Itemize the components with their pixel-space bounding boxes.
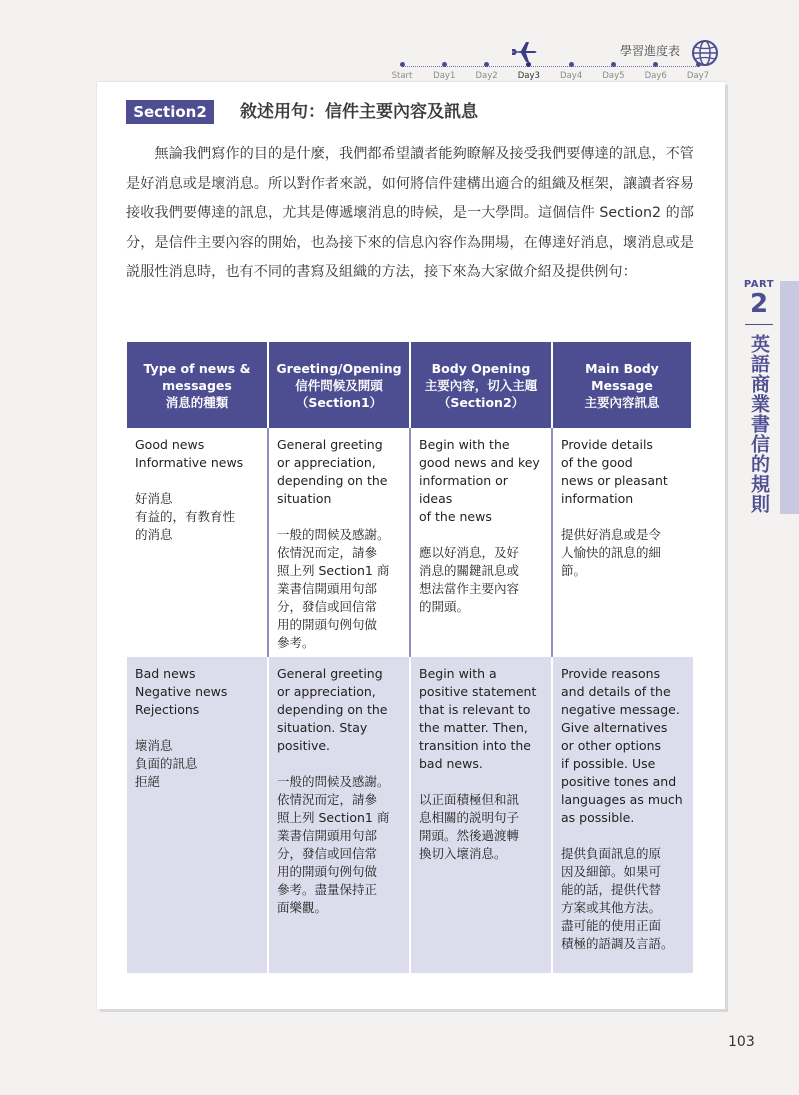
airplane-icon <box>509 40 539 64</box>
progress-dot <box>400 62 405 67</box>
header-line: 信件問候及開頭 <box>295 377 383 393</box>
progress-day-label: Day3 <box>517 71 540 81</box>
header-line: messages <box>162 377 232 393</box>
table-cell-main-body <box>553 657 693 973</box>
cell-text-zh: 提供好消息或是令 人愉快的訊息的細 節。 <box>561 527 662 578</box>
header-line: 主要內容訊息 <box>584 394 660 410</box>
content-card <box>97 82 725 1009</box>
page-number: 103 <box>728 1034 755 1050</box>
part-divider <box>745 324 773 325</box>
progress-dot <box>526 62 531 67</box>
cell-text-en: General greeting or appreciation, depending on the situation <box>277 437 388 506</box>
cell-text-zh: 應以好消息，及好 消息的關鍵訊息或 想法當作主要內容 的開頭。 <box>419 545 520 614</box>
intro-paragraph <box>126 140 694 288</box>
table-header-main-body <box>553 342 693 428</box>
part-number: 2 <box>749 289 769 319</box>
table-header-body-opening <box>411 342 553 428</box>
header-line: Message <box>591 377 653 393</box>
cell-text-zh: 壞消息 負面的訊息 拒絕 <box>135 738 198 789</box>
cell-text-en: Provide details of the good news or pleasant information <box>561 437 668 506</box>
cell-text-zh: 一般的問候及感謝。 依情況而定，請參 照上列 Section1 商 業書信開頭用句部 分，發信或回信常 用的開頭句例句做 參考。 <box>277 527 390 650</box>
table-cell-main-body <box>553 428 693 657</box>
cell-text-zh: 一般的問候及感謝。 依情況而定，請參 照上列 Section1 商 業書信開頭用句部 分，發信或回信常 用的開頭句例句做 參考。盡量保持正 面樂觀。 <box>277 774 390 915</box>
cell-text-zh: 好消息 有益的，有教育性 的消息 <box>135 491 236 542</box>
table-cell-greeting <box>269 428 411 657</box>
table-cell-type <box>127 657 269 973</box>
progress-dot <box>653 62 658 67</box>
cell-text-zh: 提供負面訊息的原 因及細節。如果可 能的話，提供代替 方案或其他方法。 盡可能的使用正面 積極的語調及言語。 <box>561 846 674 951</box>
progress-dot <box>484 62 489 67</box>
cell-text-zh: 以正面積極但和訊 息相關的説明句子 開頭。然後過渡轉 換切入壞消息。 <box>419 792 520 861</box>
progress-day-label: Day4 <box>560 71 583 81</box>
progress-day-day7 <box>676 62 720 81</box>
progress-dot <box>611 62 616 67</box>
progress-day-label: Day2 <box>475 71 498 81</box>
progress-day-label: Day5 <box>602 71 625 81</box>
progress-day-day3 <box>507 62 551 81</box>
table-cell-body-opening <box>411 428 553 657</box>
section-badge: Section2 <box>126 100 214 124</box>
progress-day-day1 <box>422 62 466 81</box>
section-title: 敘述用句：信件主要內容及訊息 <box>240 102 478 122</box>
side-tab-bar <box>780 281 799 514</box>
progress-day-label: Start <box>391 71 413 81</box>
cell-text-en: Begin with the good news and key information or ideas of the news <box>419 437 540 524</box>
progress-day-day5 <box>591 62 635 81</box>
part-title: 英語商業書信的規則 <box>748 334 770 514</box>
header-line: Body Opening <box>431 360 531 376</box>
news-type-table <box>127 342 693 973</box>
table-header-type <box>127 342 269 428</box>
table-cell-type <box>127 428 269 657</box>
header-line: Main Body <box>585 360 659 376</box>
part-label: PART <box>743 279 775 290</box>
progress-dot <box>696 62 701 67</box>
header-line: Type of news & <box>143 360 251 376</box>
progress-day-day4 <box>549 62 593 81</box>
progress-tracker <box>380 38 720 84</box>
table-cell-body-opening <box>411 657 553 973</box>
cell-text-en: Begin with a positive statement that is relevant to the matter. Then, transition into the bad news. <box>419 666 537 771</box>
progress-day-label: Day6 <box>644 71 667 81</box>
header-line: （Section2） <box>437 394 525 410</box>
cell-text-en: General greeting or appreciation, depending on the situation. Stay positive. <box>277 666 388 753</box>
header-line: 主要內容，切入主題 <box>424 377 538 393</box>
cell-text-en: Good news Informative news <box>135 437 244 470</box>
header-line: 消息的種類 <box>165 394 229 410</box>
progress-dot <box>442 62 447 67</box>
table-cell-greeting <box>269 657 411 973</box>
cell-text-en: Bad news Negative news Rejections <box>135 666 228 717</box>
progress-dot <box>569 62 574 67</box>
header-line: （Section1） <box>295 394 383 410</box>
progress-day-day2 <box>465 62 509 81</box>
intro-text: 無論我們寫作的目的是什麼，我們都希望讀者能夠瞭解及接受我們要傳達的訊息，不管是好消息或是壞消息。所以對作者來説，如何將信件建構出適合的組織及框架，讓讀者容易接收我們要傳達的訊息，尤其是傳遞壞消息的時候，是一大學問。這個信件 Section2 的部分，是信件主要內容的開始，也為接下來的信息內容作為開場，在傳達好消息，壞消息或是説服性消息時，也有不同的書寫及組織的方法，接下來為大家做介紹及提供例句： <box>126 146 694 280</box>
progress-title: 學習進度表 <box>619 44 680 58</box>
progress-days <box>380 62 720 84</box>
progress-day-label: Day1 <box>433 71 456 81</box>
part-marker <box>743 279 775 318</box>
progress-day-day6 <box>634 62 678 81</box>
progress-day-start <box>380 62 424 81</box>
cell-text-en: Provide reasons and details of the negative message. Give alternatives or other options if possible. Use positive tones and languages as much as possible. <box>561 666 683 825</box>
progress-day-label: Day7 <box>686 71 710 81</box>
header-line: Greeting/Opening <box>276 360 402 376</box>
table-header-greeting <box>269 342 411 428</box>
